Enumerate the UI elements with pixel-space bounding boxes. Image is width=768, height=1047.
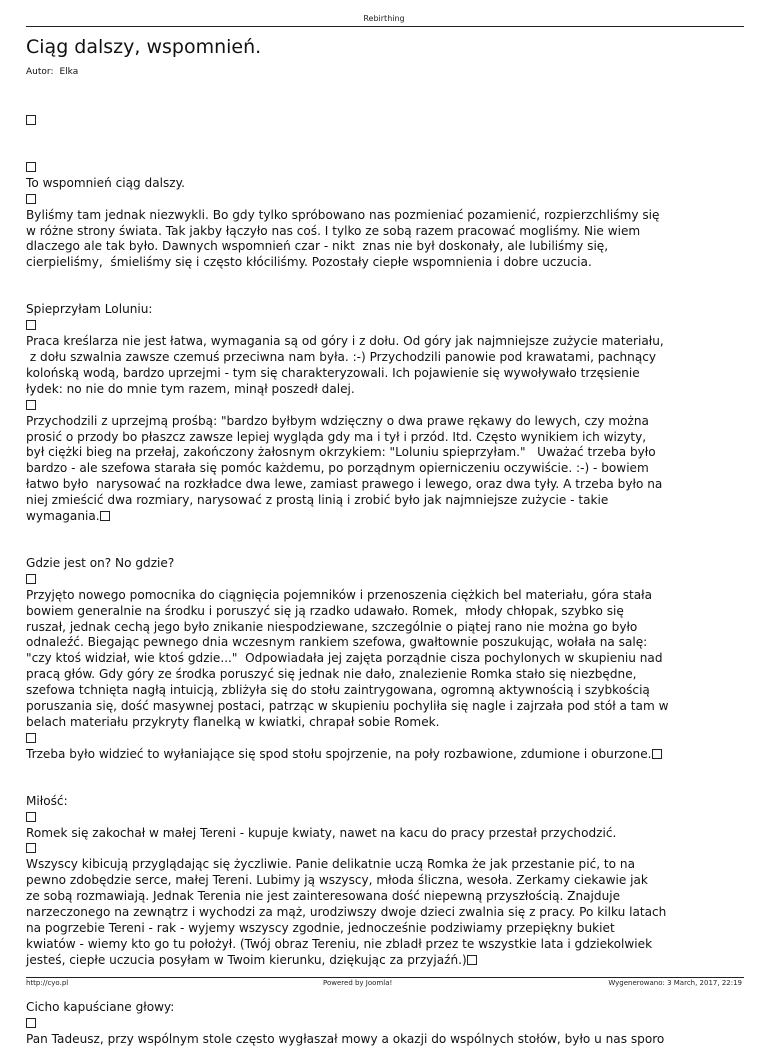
paragraph: Romek się zakochał w małej Tereni - kupuje kwiaty, nawet na kacu do pracy przestał przychodzić. [26, 826, 746, 842]
intro-paragraph: To wspomnień ciąg dalszy. [26, 176, 746, 192]
missing-glyph-icon [26, 115, 36, 125]
section-heading: Spieprzyłam Loluniu: [26, 302, 746, 318]
section-heading: Miłość: [26, 794, 746, 810]
missing-glyph-icon [26, 194, 36, 204]
missing-glyph-icon [26, 574, 36, 584]
paragraph: Przyjęto nowego pomocnika do ciągnięcia pojemników i przenoszenia ciężkich bel materiału, góra stała bowiem generalnie na środku i poruszyć się ją rzadko udawało. Romek, młody chłopak, szybko się ruszał, jednak cechą jego było znikanie niespodziewane, szczególnie o piątej rano nie można go było odnaleźć. Biegając pewnego dnia wczesnym rankiem szefowa, gwałtownie poszukując, wołała na salę: "czy ktoś widział, wie ktoś gdzie..." Odpowiadała jej zajęta porządnie cisza pochylonych w skupieniu nad pracą głów. Gdy góry ze środka poruszyć się jednak nie dało, znalezienie Romka stało się niezbędne, szefowa tchnięta nagłą intuicją, zbliżyła się do stołu zaintrygowana, ogromną aktywnością i szybkością poruszania się, dość masywnej postaci, patrząc w skupieniu pochyliła się nagle i zajrzała pod stół a tam w belach materiału przykryty flanelką w kwiatki, chrapał sobie Romek. [26, 588, 746, 731]
missing-glyph-icon [467, 955, 477, 965]
paragraph-text: Przychodzili z uprzejmą prośbą: "bardzo byłbym wdzięczny o dwa prawe rękawy do lewych, czy można prosić o przody bo płaszcz zawsze lepiej wygląda gdy ma i tył i przód. Itd. Często wynikiem ich wizyty, był ciężki bieg na przełaj, zakończony żałosnym okrzykiem: "Loluniu spieprzyłam." Uważać trzeba było bardzo - ale szefowa starała się pomóc każdemu, po porządnym opierniczeniu oczywiście. :-) - bowiem łatwo było narysować na rozkładce dwa lewe, zamiast prawego i lewego, oraz dwa tyły. A trzeba było na niej zmieścić dwa rozmiary, narysować z prostą linią i zrobić było jak najmniejsze zużycie - takie wymagania. [26, 414, 662, 523]
paragraph [26, 857, 746, 968]
missing-glyph-icon [26, 320, 36, 330]
missing-glyph-icon [26, 733, 36, 743]
missing-glyph-icon [26, 1018, 36, 1028]
header-divider [26, 26, 744, 27]
missing-glyph-icon [26, 812, 36, 822]
missing-glyph-icon [26, 400, 36, 410]
author-name: Elka [59, 67, 78, 77]
site-name: Rebirthing [0, 14, 768, 23]
section-heading: Gdzie jest on? No gdzie? [26, 556, 746, 572]
footer-powered-by: Powered by Joomla! [323, 979, 392, 987]
paragraph: Praca kreślarza nie jest łatwa, wymagania są od góry i z dołu. Od góry jak najmniejsze zużycie materiału, z dołu szwalnia zawsze czemuś przeciwna nam była. :-) Przychodzili panowie pod krawatami, pachnący kolońską wodą, bardzo uprzejmi - tym się charakteryzowali. Ich pojawienie się wywoływało trzęsienie łydek: no nie do mnie tym razem, minął poszedł dalej. [26, 334, 746, 398]
missing-glyph-icon [652, 749, 662, 759]
article-body [26, 113, 746, 1047]
paragraph: Byliśmy tam jednak niezwykli. Bo gdy tylko spróbowano nas pozmieniać pozamienić, rozpierzchliśmy się w różne strony świata. Tak jakby łączyło nas coś. I tylko ze sobą razem pracować mogliśmy. Nie wiem dlaczego ale tak było. Dawnych wspomnień czar - nikt znas nie był doskonały, ale lubiliśmy się, cierpieliśmy, śmieliśmy się i często kłóciliśmy. Pozostały ciepłe wspomnienia i dobre uczucia. [26, 208, 746, 272]
section-heading: Cicho kapuściane głowy: [26, 1000, 746, 1016]
article-title: Ciąg dalszy, wspomnień. [26, 36, 261, 58]
missing-glyph-icon [26, 843, 36, 853]
article-author [26, 67, 78, 77]
paragraph [26, 414, 746, 525]
footer-divider [26, 977, 744, 978]
missing-glyph-icon [26, 162, 36, 172]
missing-glyph-icon [100, 511, 110, 521]
footer-generated: Wygenerowano: 3 March, 2017, 22:19 [608, 979, 742, 987]
paragraph-text: Trzeba było widzieć to wyłaniające się spod stołu spojrzenie, na poły rozbawione, zdumione i oburzone. [26, 747, 652, 761]
paragraph: Pan Tadeusz, przy wspólnym stole często wygłaszał mowy a okazji do wspólnych stołów, było u nas sporo [26, 1032, 746, 1047]
footer-url: http://cyo.pl [26, 979, 68, 987]
author-label: Autor: [26, 67, 53, 77]
paragraph [26, 747, 746, 763]
paragraph-text: Wszyscy kibicują przyglądając się życzliwie. Panie delikatnie uczą Romka że jak przestanie pić, to na pewno zdobędzie serce, małej Tereni. Lubimy ją wszyscy, młoda śliczna, wesoła. Zerkamy ciekawie jak ze sobą rozmawiają. Jednak Terenia nie jest zainteresowana dość niepewną przyszłością. Znajduje narzeczonego na zewnątrz i wychodzi za mąż, urodziwszy dwoje dzieci zwalnia się z pracy. Po kilku latach na pogrzebie Tereni - rak - wyjemy wszyscy zgodnie, jednocześnie podziwiamy przepiękny bukiet kwiatów - wiemy kto go tu położył. (Twój obraz Tereniu, nie zbladł przez te wszystkie lata i gdziekolwiek jesteś, ciepłe uczucia posyłam w Twoim kierunku, dziękując za przyjaźń.) [26, 857, 666, 966]
